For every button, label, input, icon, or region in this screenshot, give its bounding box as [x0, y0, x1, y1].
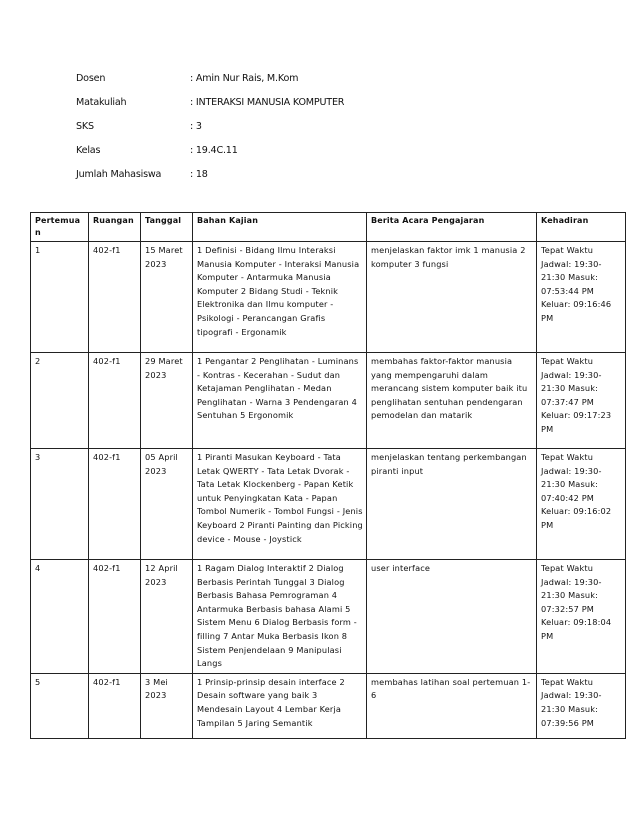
header-tanggal: Tanggal: [141, 213, 193, 242]
info-label: Jumlah Mahasiswa: [76, 169, 162, 180]
info-value: : Amin Nur Rais, M.Kom: [190, 73, 299, 84]
cell-pertemuan: 5: [31, 673, 89, 738]
cell-bahan-kajian: 1 Definisi - Bidang Ilmu Interaksi Manusia Komputer - Interaksi Manusia Komputer - Antarmuka Manusia Komputer 2 Bidang Studi - Teknik Elektronika dan Ilmu komputer - Psikologi - Perancangan Grafis tipografi - Ergonamik: [193, 242, 367, 353]
cell-ruangan: 402-f1: [89, 560, 141, 674]
cell-pertemuan: 4: [31, 560, 89, 674]
info-row-kelas: [76, 145, 490, 169]
cell-kehadiran: Tepat Waktu Jadwal: 19:30-21:30 Masuk: 07:53:44 PM Keluar: 09:16:46 PM: [537, 242, 626, 353]
table-header-row: [31, 213, 626, 242]
table-row: [31, 560, 626, 674]
info-row-matakuliah: [76, 97, 490, 121]
course-info: [76, 73, 490, 193]
cell-ruangan: 402-f1: [89, 242, 141, 353]
cell-berita-acara: menjelaskan tentang perkembangan piranti input: [367, 449, 537, 560]
cell-bahan-kajian: 1 Ragam Dialog Interaktif 2 Dialog Berbasis Perintah Tunggal 3 Dialog Berbasis Bahasa Pemrograman 4 Antarmuka Berbasis bahasa Alami 5 Sistem Menu 6 Dialog Berbasis form - filling 7 Antar Muka Berbasis Ikon 8 Sistem Penjendelaan 9 Manipulasi Langs: [193, 560, 367, 674]
info-value: : 19.4C.11: [190, 145, 238, 156]
attendance-table: [30, 212, 626, 739]
header-ruangan: Ruangan: [89, 213, 141, 242]
cell-tanggal: 3 Mei 2023: [141, 673, 193, 738]
cell-berita-acara: membahas latihan soal pertemuan 1-6: [367, 673, 537, 738]
cell-pertemuan: 2: [31, 353, 89, 449]
cell-kehadiran: Tepat Waktu Jadwal: 19:30-21:30 Masuk: 07:39:56 PM: [537, 673, 626, 738]
cell-berita-acara: membahas faktor-faktor manusia yang mempengaruhi dalam merancang sistem komputer baik itu penglihatan sentuhan pendengaran pemodelan dan matarik: [367, 353, 537, 449]
cell-tanggal: 15 Maret 2023: [141, 242, 193, 353]
header-berita-acara: Berita Acara Pengajaran: [367, 213, 537, 242]
cell-berita-acara: user interface: [367, 560, 537, 674]
info-label: Kelas: [76, 145, 101, 156]
info-label: Matakuliah: [76, 97, 127, 108]
table-row: [31, 242, 626, 353]
cell-tanggal: 05 April 2023: [141, 449, 193, 560]
table-row: [31, 353, 626, 449]
cell-ruangan: 402-f1: [89, 673, 141, 738]
cell-bahan-kajian: 1 Prinsip-prinsip desain interface 2 Desain software yang baik 3 Mendesain Layout 4 Lembar Kerja Tampilan 5 Jaring Semantik: [193, 673, 367, 738]
info-row-sks: [76, 121, 490, 145]
header-bahan-kajian: Bahan Kajian: [193, 213, 367, 242]
info-value: : 3: [190, 121, 202, 132]
cell-bahan-kajian: 1 Pengantar 2 Penglihatan - Luminans - Kontras - Kecerahan - Sudut dan Ketajaman Penglihatan - Medan Penglihatan - Warna 3 Pendengaran 4 Sentuhan 5 Ergonomik: [193, 353, 367, 449]
cell-pertemuan: 1: [31, 242, 89, 353]
table-row: [31, 673, 626, 738]
info-label: SKS: [76, 121, 94, 132]
cell-kehadiran: Tepat Waktu Jadwal: 19:30-21:30 Masuk: 07:40:42 PM Keluar: 09:16:02 PM: [537, 449, 626, 560]
header-pertemuan: Pertemuan: [31, 213, 89, 242]
cell-bahan-kajian: 1 Piranti Masukan Keyboard - Tata Letak QWERTY - Tata Letak Dvorak - Tata Letak Klockenberg - Papan Ketik untuk Penyingkatan Kata - Papan Tombol Numerik - Tombol Fungsi - Jenis Keyboard 2 Piranti Painting dan Picking device - Mouse - Joystick: [193, 449, 367, 560]
info-value: : INTERAKSI MANUSIA KOMPUTER: [190, 97, 345, 108]
table-row: [31, 449, 626, 560]
cell-ruangan: 402-f1: [89, 449, 141, 560]
cell-tanggal: 12 April 2023: [141, 560, 193, 674]
header-kehadiran: Kehadiran: [537, 213, 626, 242]
cell-tanggal: 29 Maret 2023: [141, 353, 193, 449]
info-row-dosen: [76, 73, 490, 97]
cell-kehadiran: Tepat Waktu Jadwal: 19:30-21:30 Masuk: 07:37:47 PM Keluar: 09:17:23 PM: [537, 353, 626, 449]
cell-ruangan: 402-f1: [89, 353, 141, 449]
cell-berita-acara: menjelaskan faktor imk 1 manusia 2 komputer 3 fungsi: [367, 242, 537, 353]
cell-kehadiran: Tepat Waktu Jadwal: 19:30-21:30 Masuk: 07:32:57 PM Keluar: 09:18:04 PM: [537, 560, 626, 674]
cell-pertemuan: 3: [31, 449, 89, 560]
info-value: : 18: [190, 169, 208, 180]
info-row-jumlah-mahasiswa: [76, 169, 490, 193]
info-label: Dosen: [76, 73, 106, 84]
